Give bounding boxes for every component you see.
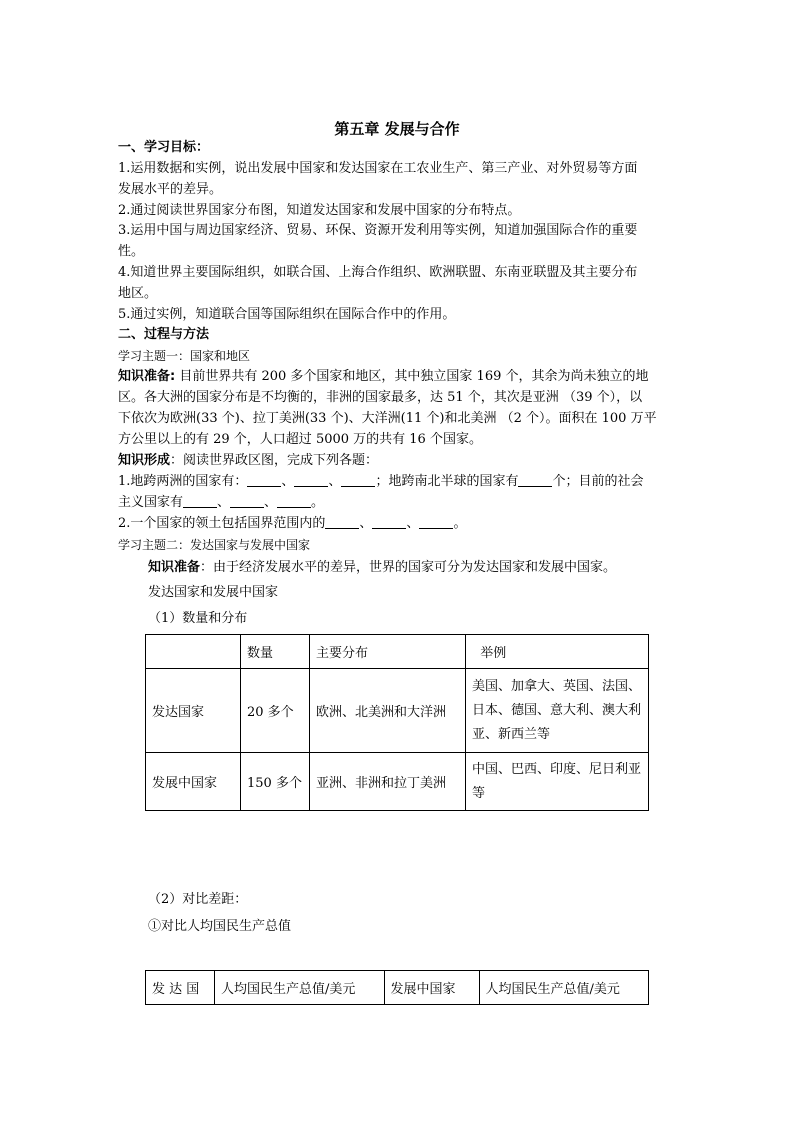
table-header-cell: 数量 bbox=[241, 635, 310, 669]
countries-table bbox=[145, 634, 649, 811]
question-1-line: 1.地跨两洲的国家有： 、 、 ；地跨南北半球的国家有 个；目前的社会 bbox=[118, 474, 644, 489]
answer-blank[interactable] bbox=[372, 514, 406, 529]
section-heading-process: 二、过程与方法 bbox=[118, 327, 210, 342]
answer-blank[interactable] bbox=[325, 514, 359, 529]
table-cell: 欧洲、北美洲和大洋洲 bbox=[310, 669, 466, 753]
answer-blank[interactable] bbox=[247, 472, 281, 487]
answer-blank[interactable] bbox=[277, 493, 311, 508]
subheading: （2）对比差距： bbox=[148, 892, 248, 907]
answer-blank[interactable] bbox=[183, 493, 217, 508]
goal-line: 3.运用中国与周边国家经济、贸易、环保、资源开发利用等实例，知道加强国际合作的重要 bbox=[118, 223, 638, 238]
knowledge-prep-line: 区。各大洲的国家分布是不均衡的，非洲的国家最多，达 51 个，其次是亚洲 （39 个），以 bbox=[118, 390, 643, 405]
table-header-cell: 人均国民生产总值/美元 bbox=[479, 971, 649, 1005]
goal-line: 发展水平的差异。 bbox=[118, 182, 223, 197]
goal-line: 性。 bbox=[118, 244, 145, 259]
answer-blank[interactable] bbox=[419, 514, 453, 529]
knowledge-prep-line: 知识准备: 目前世界共有 200 多个国家和地区，其中独立国家 169 个，其余为尚未独立的地 bbox=[118, 369, 649, 384]
table-cell: 20 多个 bbox=[241, 669, 310, 753]
knowledge-prep-2-line: 知识准备：由于经济发展水平的差异，世界的国家可分为发达国家和发展中国家。 bbox=[148, 560, 617, 575]
answer-blank[interactable] bbox=[341, 472, 375, 487]
table-header-cell: 主要分布 bbox=[310, 635, 466, 669]
table-header-row bbox=[146, 635, 649, 669]
subheading: （1）数量和分布 bbox=[148, 611, 248, 626]
table-header-row bbox=[146, 971, 649, 1005]
knowledge-prep-label: 知识准备: bbox=[118, 369, 176, 384]
table-header-cell: 举例 bbox=[466, 635, 649, 669]
table-cell: 中国、巴西、印度、尼日利亚等 bbox=[466, 753, 649, 811]
table-header-cell: 发 达 国 bbox=[146, 971, 215, 1005]
section-heading-goals: 一、学习目标： bbox=[118, 140, 210, 155]
answer-blank[interactable] bbox=[518, 472, 552, 487]
knowledge-prep-line: 下依次为欧洲(33 个)、拉丁美洲(33 个)、大洋洲(11 个)和北美洲 （2 个）。面积在 100 万平 bbox=[118, 411, 657, 426]
theme-heading-1: 学习主题一：国家和地区 bbox=[118, 349, 251, 363]
table-cell: 发达国家 bbox=[146, 669, 241, 753]
knowledge-formation-line: 知识形成：阅读世界政区图，完成下列各题： bbox=[118, 453, 379, 468]
answer-blank[interactable] bbox=[230, 493, 264, 508]
goal-line: 4.知道世界主要国际组织，如联合国、上海合作组织、欧洲联盟、东南亚联盟及其主要分布 bbox=[118, 265, 638, 280]
knowledge-prep-line: 方公里以上的有 29 个，人口超过 5000 万的共有 16 个国家。 bbox=[118, 432, 482, 447]
goal-line: 1.运用数据和实例，说出发展中国家和发达国家在工农业生产、第三产业、对外贸易等方面 bbox=[118, 161, 638, 176]
goal-line: 地区。 bbox=[118, 286, 158, 301]
table-cell: 美国、加拿大、英国、法国、日本、德国、意大利、澳大利亚、新西兰等 bbox=[466, 669, 649, 753]
table-row bbox=[146, 753, 649, 811]
gnp-table bbox=[145, 970, 649, 1005]
question-1-continued: 主义国家有 、 、 。 bbox=[118, 495, 325, 510]
theme-heading-2: 学习主题二：发达国家与发展中国家 bbox=[118, 538, 311, 552]
subheading: ①对比人均国民生产总值 bbox=[148, 919, 292, 934]
table-header-cell bbox=[146, 635, 241, 669]
table-cell: 发展中国家 bbox=[146, 753, 241, 811]
goal-line: 5.通过实例，知道联合国等国际组织在国际合作中的作用。 bbox=[118, 307, 456, 322]
table-header-cell: 人均国民生产总值/美元 bbox=[215, 971, 385, 1005]
goal-line: 2.通过阅读世界国家分布图，知道发达国家和发展中国家的分布特点。 bbox=[118, 203, 521, 218]
question-2-line: 2.一个国家的领土包括国界范围内的 、 、 。 bbox=[118, 516, 467, 531]
page-title: 第五章 发展与合作 bbox=[334, 120, 460, 138]
answer-blank[interactable] bbox=[294, 472, 328, 487]
table-cell: 亚洲、非洲和拉丁美洲 bbox=[310, 753, 466, 811]
knowledge-formation-label: 知识形成 bbox=[118, 453, 171, 468]
subheading: 发达国家和发展中国家 bbox=[148, 585, 279, 600]
knowledge-prep-label: 知识准备 bbox=[148, 560, 201, 575]
table-cell: 150 多个 bbox=[241, 753, 310, 811]
table-header-cell: 发展中国家 bbox=[384, 971, 479, 1005]
table-row bbox=[146, 669, 649, 753]
